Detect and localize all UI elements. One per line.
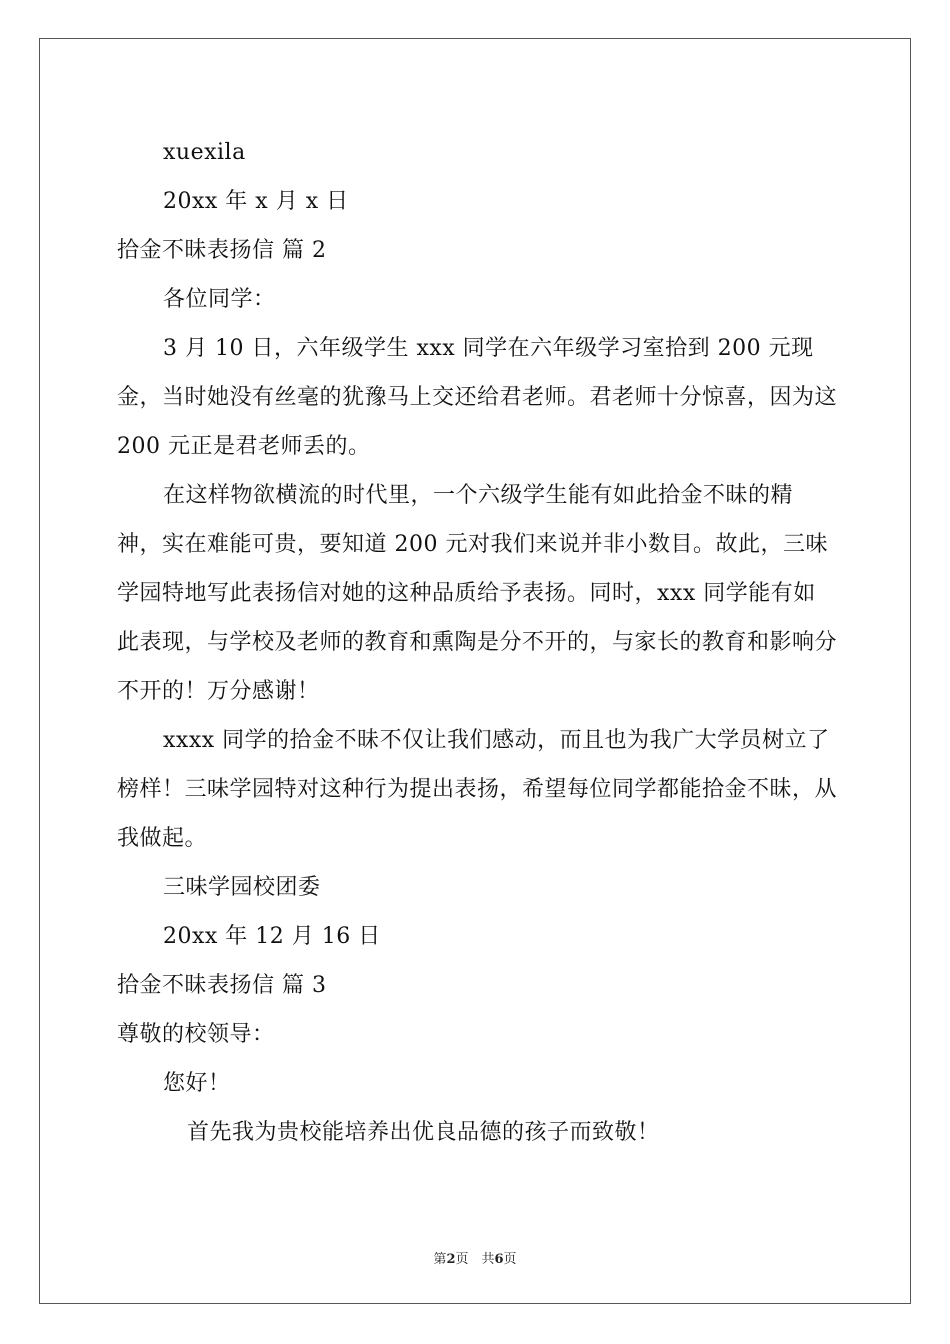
paragraph-2-1: 3 月 10 日，六年级学生 xxx 同学在六年级学习室拾到 200 元现金，当时她没有丝毫的犹豫马上交还给君老师。君老师十分惊喜，因为这 200 元正是君老师丢的。 [117, 336, 838, 459]
page-mid: 页 共 [455, 1252, 495, 1267]
signature-org-2: 三味学园校团委 [163, 875, 321, 900]
signature-date-2: 20xx 年 12 月 16 日 [163, 924, 381, 949]
salutation-2: 各位同学： [163, 287, 276, 312]
section-heading-3: 拾金不昧表扬信 篇 3 [117, 973, 327, 998]
document-body [117, 128, 837, 1157]
signature-name: xuexila [163, 140, 246, 165]
page-current: 2 [446, 1252, 456, 1267]
section-heading-2: 拾金不昧表扬信 篇 2 [117, 238, 327, 263]
page-prefix: 第 [433, 1252, 447, 1267]
paragraph-3-1: 首先我为贵校能培养出优良品德的孩子而致敬！ [187, 1120, 660, 1145]
page-number-footer [0, 1248, 950, 1267]
signature-date: 20xx 年 x 月 x 日 [163, 189, 349, 214]
page-total: 6 [494, 1252, 504, 1267]
greeting-3: 您好！ [163, 1071, 231, 1096]
paragraph-2-3: xxxx 同学的拾金不昧不仅让我们感动，而且也为我广大学员树立了榜样！三味学园特对这种行为提出表扬，希望每位同学都能拾金不昧，从我做起。 [117, 728, 838, 851]
page-suffix: 页 [503, 1252, 517, 1267]
paragraph-2-2: 在这样物欲横流的时代里，一个六级学生能有如此拾金不昧的精神，实在难能可贵，要知道 200 元对我们来说并非小数目。故此，三味学园特地写此表扬信对她的这种品质给予表扬。同时，xxx 同学能有如此表现，与学校及老师的教育和熏陶是分不开的，与家长的教育和影响分不开的！万分感谢！ [117, 483, 838, 704]
salutation-3: 尊敬的校领导： [117, 1022, 275, 1047]
